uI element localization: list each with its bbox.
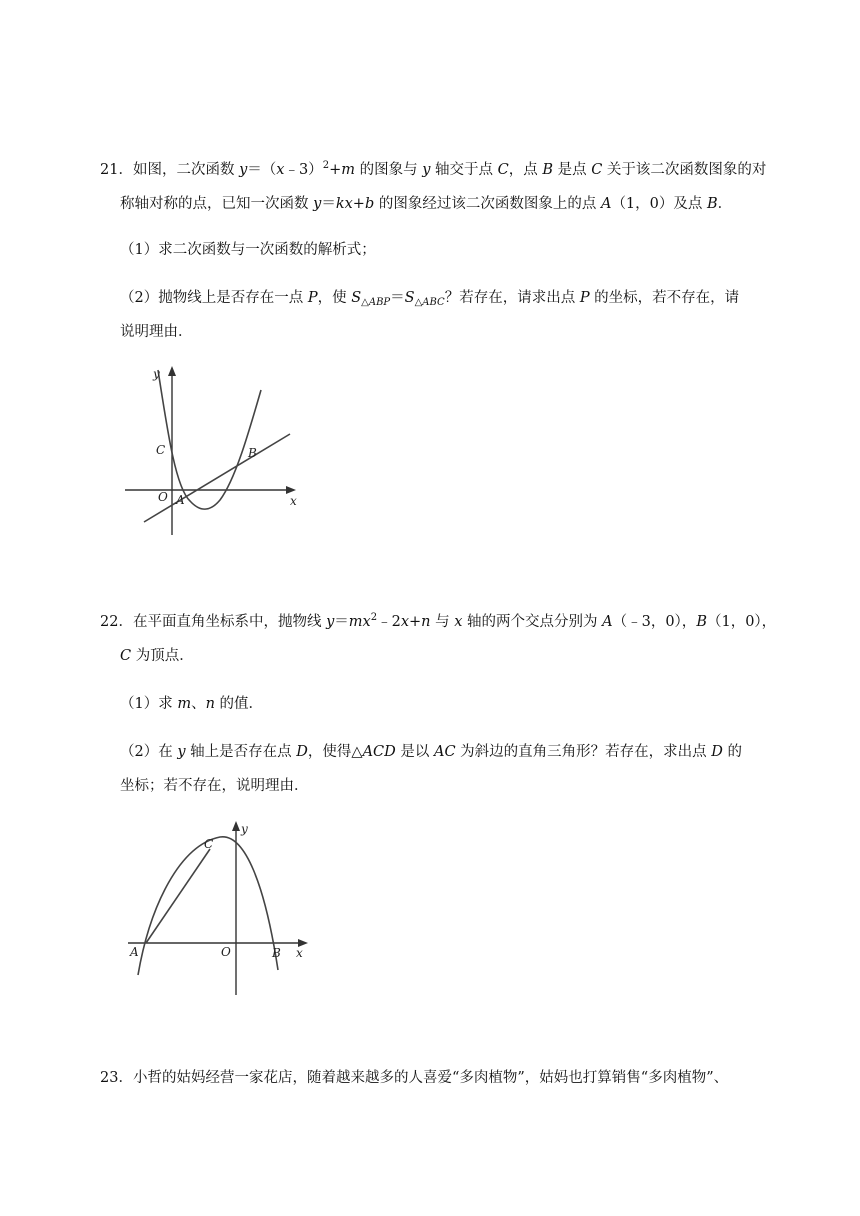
x-axis-label: x	[296, 946, 303, 960]
q22-part-2-line-2: 坐标；若不存在，说明理由．	[120, 778, 309, 794]
x-axis-label: x	[290, 494, 297, 508]
question-number: 23．	[100, 1070, 133, 1086]
question-number: 21．	[100, 162, 133, 178]
point-c-label: C	[156, 443, 166, 457]
point-b-label: B	[272, 946, 281, 960]
y-axis-label: y	[241, 822, 248, 836]
q21-part-1: （1）求二次函数与一次函数的解析式；	[120, 242, 376, 258]
question-number: 22．	[100, 614, 133, 630]
q22-part-1: （1）求 m、n 的值．	[120, 696, 264, 712]
q23-line-1: 23．小哲的姑妈经营一家花店，随着越来越多的人喜爱“多肉植物”，姑妈也打算销售“多肉植物”、	[100, 1070, 729, 1086]
y-axis-label: y	[153, 367, 160, 381]
point-a-label: A	[130, 945, 139, 959]
q21-part-2-line-2: 说明理由．	[120, 324, 193, 340]
point-c-label: C	[204, 837, 214, 851]
q22-line-2: C 为顶点．	[120, 648, 194, 664]
q21-line-2: 称轴对称的点，已知一次函数 y＝kx+b 的图象经过该二次函数图象上的点 A（1，0）及点 B．	[120, 196, 733, 212]
q22-part-2: （2）在 y 轴上是否存在点 D，使得△ACD 是以 AC 为斜边的直角三角形？若存在，求出点 D 的	[120, 744, 743, 760]
y-axis-arrow	[232, 821, 240, 831]
q22-line-1: 22．在平面直角坐标系中，抛物线 $y=mx^2﹣2x+n$ 与 x 轴的两个交点分别为 A（﹣3，0），B（1，0），	[100, 612, 777, 630]
x-axis-arrow	[286, 486, 296, 494]
q21-line-1: 21．如图，二次函数 y＝（x﹣3）$^2$+m 的图象与 y 轴交于点 C，点 B 是点 C 关于该二次函数图象的对	[100, 160, 767, 178]
point-b-label: B	[248, 446, 257, 460]
q21-part-2: （2）抛物线上是否存在一点 P，使 $S_{\triangle ABP}=S_{\triangle ABC}$？若存在，请求出点 P 的坐标，若不存在，请	[120, 290, 740, 308]
parabola-curve	[158, 370, 261, 509]
segment-ac	[146, 849, 210, 943]
parabola-curve	[138, 837, 278, 975]
y-axis-arrow	[168, 366, 176, 376]
origin-label: O	[221, 945, 231, 959]
q22-figure	[120, 815, 320, 1000]
point-a-label: A	[176, 493, 185, 507]
origin-label: O	[158, 490, 168, 504]
linear-function-line	[144, 434, 290, 522]
q21-figure	[110, 360, 310, 540]
